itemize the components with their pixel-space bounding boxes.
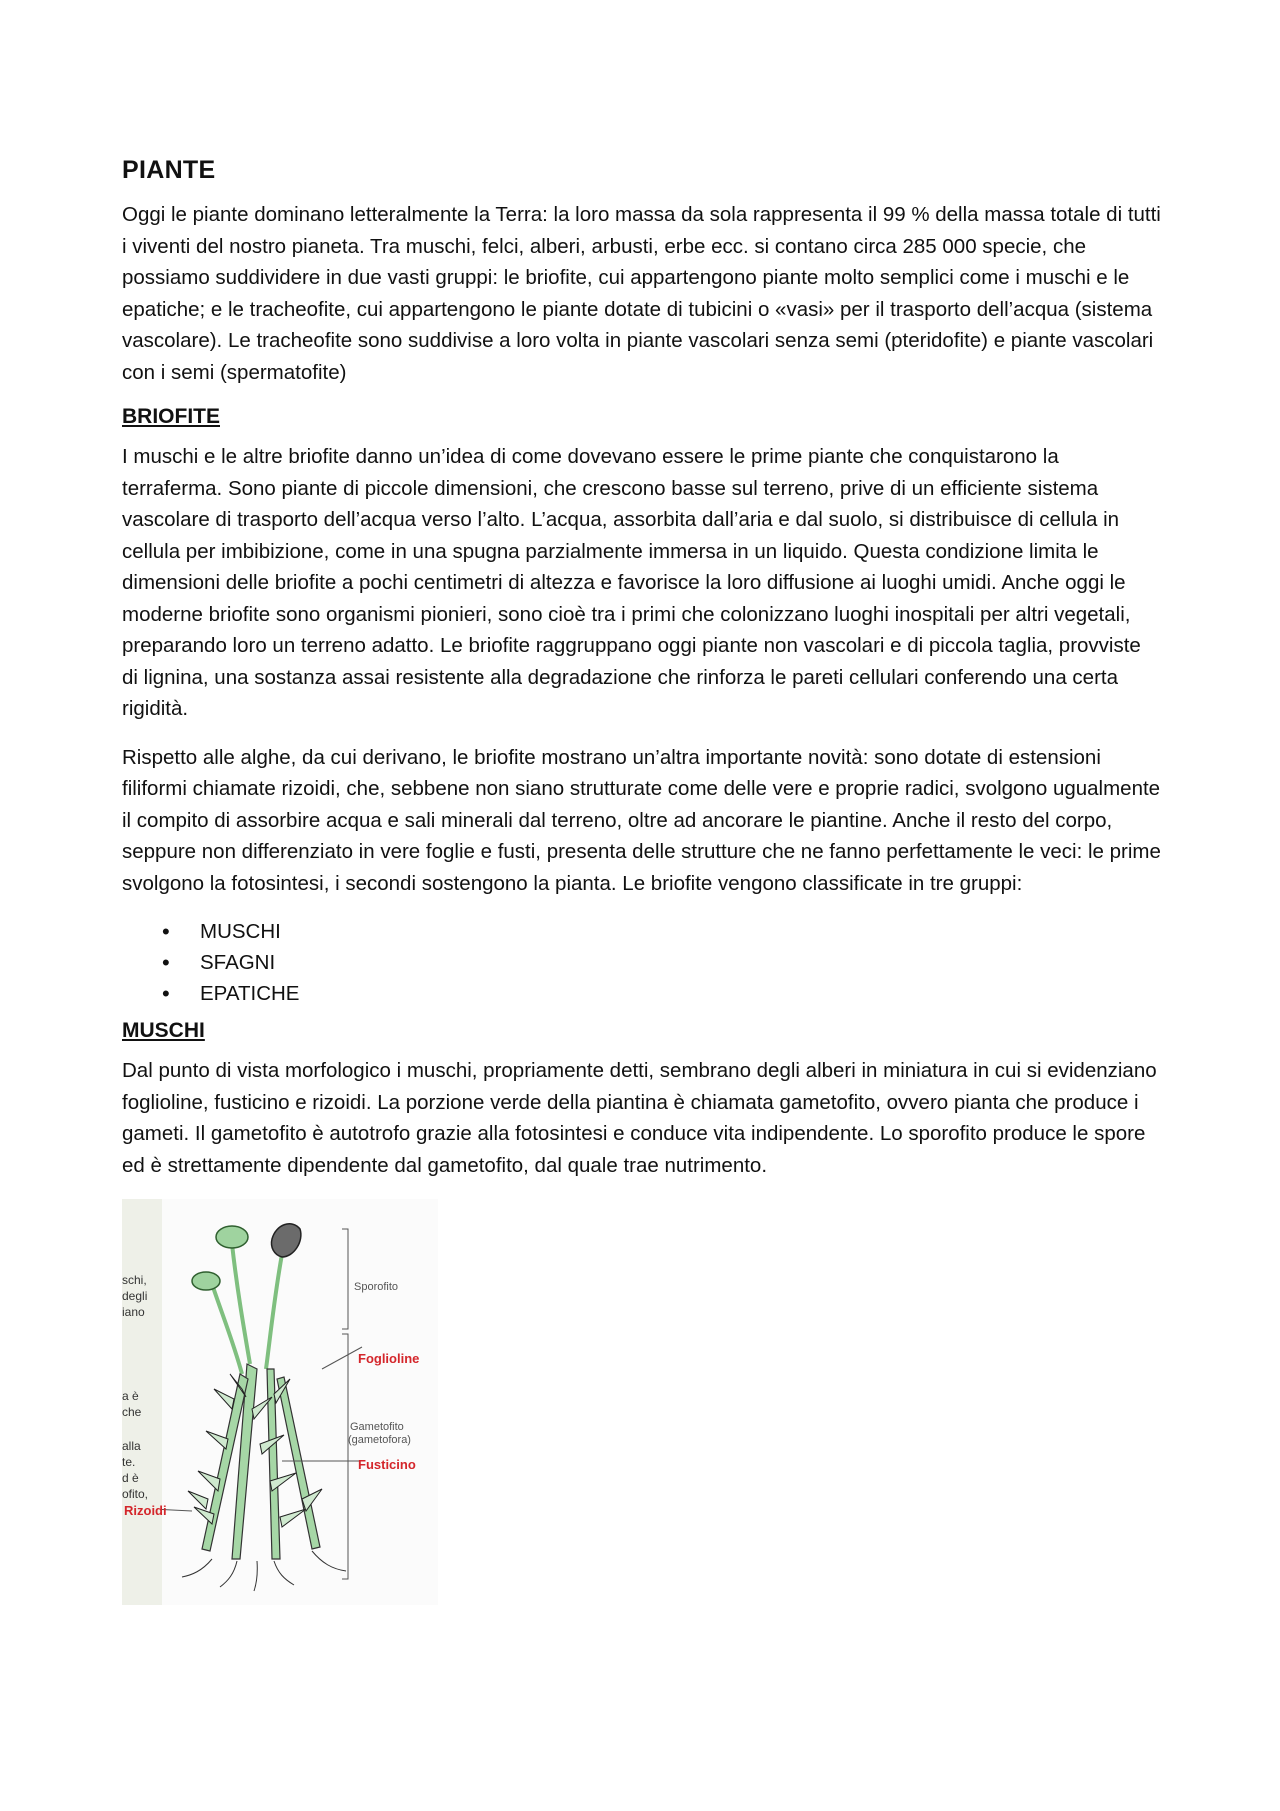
moss-illustration (162, 1199, 438, 1605)
list-item: • SFAGNI (122, 947, 1162, 978)
label-foglioline: Foglioline (358, 1351, 420, 1366)
margin-fragment: che (122, 1405, 142, 1419)
moss-diagram-figure (122, 1199, 438, 1605)
muschi-paragraph-1: Dal punto di vista morfologico i muschi, propriamente detti, sembrano degli alberi in miniatura in cui si evidenziano foglioline, fusticino e rizoidi. La porzione verde della piantina è chiamata gametofito, ovvero pianta che produce i gameti. Il gametofito è autotrofo grazie alla fotosintesi e conduce vita indipendente. Lo sporofito produce le spore ed è strettamente dipendente dal gametofito, dal quale trae nutrimento. (122, 1059, 1157, 1177)
margin-fragment: ofito, (122, 1487, 149, 1501)
margin-fragment: degli (122, 1289, 148, 1303)
section-heading-briofite: BRIOFITE (122, 405, 220, 428)
briofite-groups-list (122, 916, 1162, 1009)
label-gametofito: Gametofito (350, 1421, 404, 1433)
margin-fragment: a è (122, 1389, 139, 1403)
margin-fragment: iano (122, 1305, 145, 1319)
margin-fragment: d è (122, 1471, 139, 1485)
list-item: • EPATICHE (122, 978, 1162, 1009)
intro-paragraph: Oggi le piante dominano letteralmente la Terra: la loro massa da sola rappresenta il 99 % della massa totale di tutti i viventi del nostro pianeta. Tra muschi, felci, alberi, arbusti, erbe ecc. si contano circa 285 000 specie, che possiamo suddividere in due vasti gruppi: le briofite, cui appartengono piante molto semplici come i muschi e le epatiche; e le tracheofite, cui appartengono le piante dotate di tubicini o «vasi» per il trasporto dell’acqua (sistema vascolare). Le tracheofite sono suddivise a loro volta in piante vascolari senza semi (pteridofite) e piante vascolari con i semi (spermatofite) (122, 203, 1161, 384)
section-heading-muschi: MUSCHI (122, 1019, 205, 1042)
label-fusticino: Fusticino (358, 1457, 416, 1472)
margin-fragment: te. (122, 1455, 136, 1469)
document-body (122, 150, 1162, 1605)
label-gametofora: (gametofora) (348, 1434, 411, 1446)
briofite-paragraph-1: I muschi e le altre briofite danno un’idea di come dovevano essere le prime piante che conquistarono la terraferma. Sono piante di piccole dimensioni, che crescono basse sul terreno, prive di un efficiente sistema vascolare di trasporto dell’acqua verso l’alto. L’acqua, assorbita dall’aria e dal suolo, si distribuisce di cellula in cellula per imbibizione, come in una spugna parzialmente immersa in un liquido. Questa condizione limita le dimensioni delle briofite a pochi centimetri di altezza e favorisce la loro diffusione ai luoghi umidi. Anche oggi le moderne briofite sono organismi pionieri, sono cioè tra i primi che colonizzano luoghi inospitali per altri vegetali, preparando loro un terreno adatto. Le briofite raggruppano oggi piante non vascolari e di piccola taglia, provviste di lignina, una sostanza assai resistente alla degradazione che rinforza le pareti cellulari conferendo una certa rigidità. (122, 445, 1141, 720)
margin-fragment: alla (122, 1439, 141, 1453)
page-title: PIANTE (122, 156, 216, 184)
briofite-paragraph-2: Rispetto alle alghe, da cui derivano, le briofite mostrano un’altra importante novità: sono dotate di estensioni filiformi chiamate rizoidi, che, sebbene non siano strutturate come delle vere e proprie radici, svolgono ugualmente il compito di assorbire acqua e sali minerali dal terreno, oltre ad ancorare le piantine. Anche il resto del corpo, seppure non differenziato in vere foglie e fusti, presenta delle strutture che ne fanno perfettamente le veci: le prime svolgono la fotosintesi, i secondi sostengono la pianta. Le briofite vengono classificate in tre gruppi: (122, 745, 1161, 895)
label-sporofito: Sporofito (354, 1281, 399, 1293)
margin-fragment: schi, (122, 1273, 147, 1287)
list-item: • MUSCHI (122, 916, 1162, 947)
label-rizoidi: Rizoidi (124, 1503, 167, 1518)
